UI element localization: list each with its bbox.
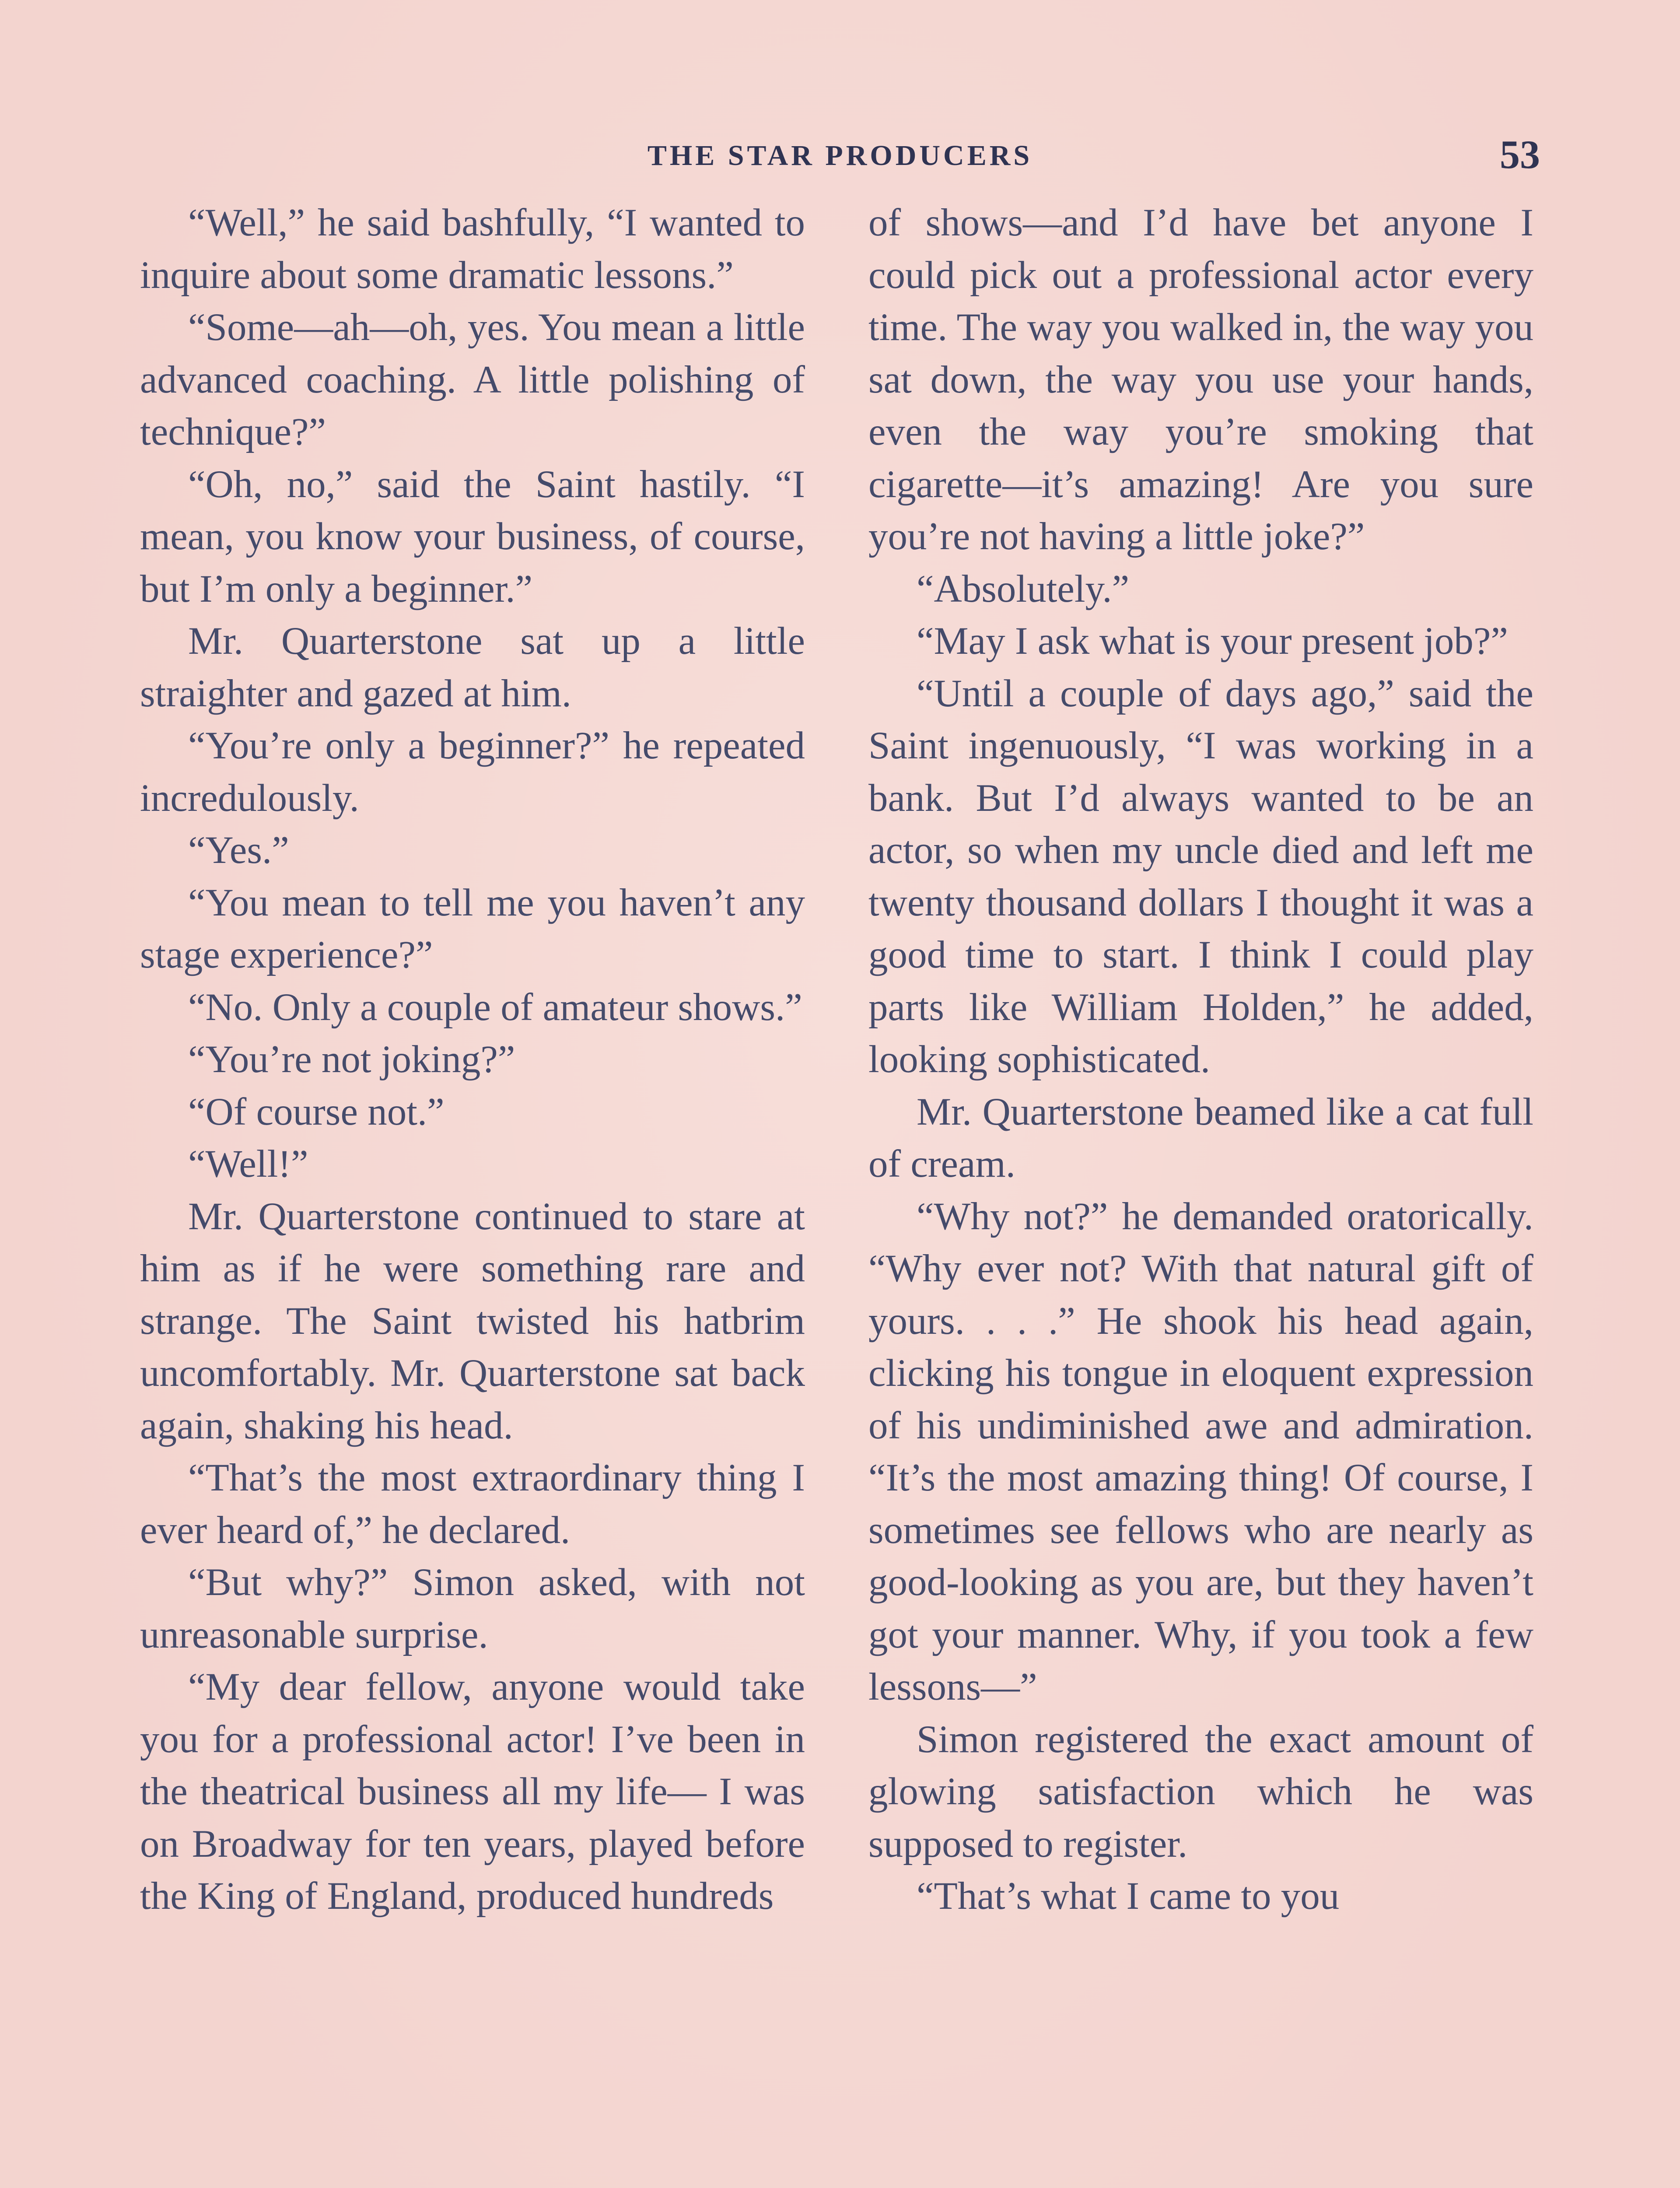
paragraph: “Some—ah—oh, yes. You mean a little advanced coaching. A little polishing of technique?” — [140, 306, 805, 453]
paragraph: “May I ask what is your present job?” — [917, 620, 1508, 663]
right-text-column — [868, 197, 1533, 1923]
paragraph: “That’s the most extraordinary thing I ever heard of,” he declared. — [140, 1456, 805, 1552]
paragraph: “Until a couple of days ago,” said the Saint ingenuously, “I was working in a bank. But I’d always wanted to be an actor, so when my uncle died and left me twenty thousand dollars I thought it was a good time to start. I think I could play parts like William Holden,” he added, looking sophisticated. — [868, 672, 1533, 1081]
paragraph: “Of course not.” — [188, 1090, 444, 1133]
paragraph: of shows—and I’d have bet anyone I could pick out a professional actor every time. The way you walked in, the way you sat down, the way you use your hands, even the way you’re smoking that cigarette—it’s amazing! Are you sure you’re not having a little joke?” — [868, 201, 1533, 558]
page-number: 53 — [1500, 132, 1540, 177]
paragraph: “Oh, no,” said the Saint hastily. “I mean, you know your business, of course, but I’m only a beginner.” — [140, 463, 805, 610]
paragraph: Mr. Quarterstone beamed like a cat full of cream. — [868, 1090, 1533, 1185]
paragraph: “You mean to tell me you haven’t any stage experience?” — [140, 881, 805, 976]
paragraph: “Absolutely.” — [917, 567, 1130, 610]
paragraph: “Yes.” — [188, 829, 289, 872]
paragraph: “Well!” — [188, 1143, 308, 1185]
paragraph: “No. Only a couple of amateur shows.” — [188, 985, 802, 1029]
paragraph: Mr. Quarterstone sat up a little straighter and gazed at him. — [140, 620, 805, 715]
paragraph: “That’s what I came to you — [917, 1875, 1340, 1918]
paragraph: “You’re only a beginner?” he repeated incredulously. — [140, 724, 805, 820]
paragraph: Mr. Quarterstone continued to stare at him as if he were something rare and strange. The Saint twisted his hatbrim uncomfortably. Mr. Quarterstone sat back again, shaking his head. — [140, 1195, 805, 1447]
paragraph: Simon registered the exact amount of glowing satisfaction which he was supposed to register. — [868, 1718, 1533, 1865]
paragraph: “My dear fellow, anyone would take you for a professional actor! I’ve been in the theatrical business all my life— I was on Broadway for ten years, played before the King of England, produced hundreds — [140, 1666, 805, 1918]
paragraph: “Why not?” he demanded oratorically. “Why ever not? With that natural gift of yours. . . .” He shook his head again, clicking his tongue in eloquent expression of his undiminished awe and admiration. “It’s the most amazing thing! Of course, I sometimes see fellows who are nearly as good-looking as you are, but they haven’t got your manner. Why, if you took a few lessons—” — [868, 1195, 1533, 1708]
running-head: THE STAR PRODUCERS — [647, 140, 1033, 172]
paragraph: “But why?” Simon asked, with not unreasonable surprise. — [140, 1561, 805, 1656]
paragraph: “You’re not joking?” — [188, 1038, 515, 1081]
left-text-column — [140, 197, 805, 1923]
paragraph: “Well,” he said bashfully, “I wanted to inquire about some dramatic lessons.” — [140, 201, 805, 297]
page-header — [140, 131, 1540, 193]
